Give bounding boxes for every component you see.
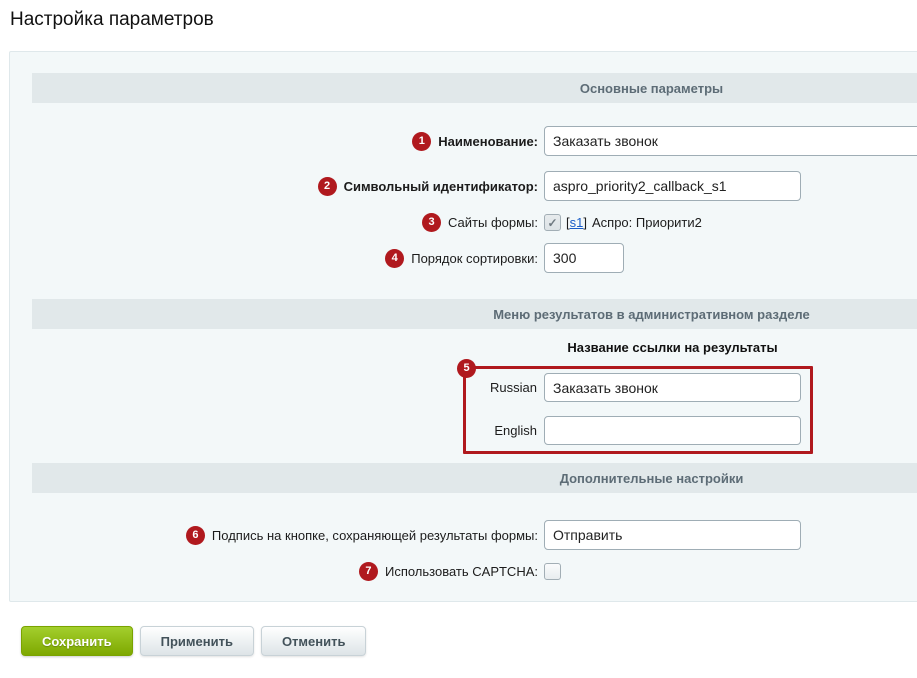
site-name-text: Аспро: Приорити2	[591, 215, 702, 230]
section-header-additional-label: Дополнительные настройки	[559, 470, 744, 486]
section-header-results-menu	[32, 299, 917, 329]
form-sites-label: Сайты формы:	[448, 215, 538, 230]
sort-order-input[interactable]	[544, 243, 624, 273]
save-button[interactable]: Сохранить	[21, 626, 133, 656]
marker-badge-3: 3	[422, 213, 441, 232]
marker-badge-5: 5	[457, 359, 476, 378]
english-label: English	[494, 423, 537, 438]
results-link-row-russian	[469, 373, 810, 402]
russian-link-name-input[interactable]	[544, 373, 801, 402]
field-row-button-caption	[32, 520, 917, 550]
marker-badge-6: 6	[186, 526, 205, 545]
name-input[interactable]	[544, 126, 917, 156]
section-header-main-label: Основные параметры	[579, 80, 724, 96]
marker-badge-4: 4	[385, 249, 404, 268]
captcha-checkbox[interactable]	[544, 563, 561, 580]
field-row-name	[32, 126, 917, 156]
section-header-results-menu-label: Меню результатов в административном разделе	[493, 306, 810, 322]
section-header-main	[32, 73, 917, 103]
results-link-highlight-group	[463, 362, 813, 454]
results-link-row-english	[469, 416, 810, 445]
button-caption-input[interactable]	[544, 520, 801, 550]
field-row-form-sites	[32, 213, 917, 232]
marker-badge-7: 7	[359, 562, 378, 581]
symbolic-id-label: Символьный идентификатор:	[343, 178, 538, 194]
checkmark-icon: ✓	[547, 215, 558, 230]
results-link-subheading: Название ссылки на результаты	[567, 340, 778, 355]
field-row-symbolic-id	[32, 171, 917, 201]
russian-label: Russian	[490, 380, 537, 395]
site-id-bracket-close: ]	[583, 215, 587, 230]
action-buttons	[21, 626, 917, 656]
marker-badge-2: 2	[318, 177, 337, 196]
page-title: Настройка параметров	[10, 9, 214, 30]
site-id-link[interactable]: s1	[569, 215, 584, 230]
section-header-additional	[32, 463, 917, 493]
captcha-label: Использовать CAPTCHA:	[384, 564, 538, 579]
symbolic-id-input[interactable]	[544, 171, 801, 201]
sort-order-label: Порядок сортировки:	[411, 250, 538, 266]
name-label: Наименование:	[438, 133, 538, 149]
field-row-captcha	[32, 562, 917, 581]
field-row-sort-order	[32, 243, 917, 273]
english-link-name-input[interactable]	[544, 416, 801, 445]
button-caption-label: Подпись на кнопке, сохраняющей результаты формы:	[211, 527, 538, 543]
marker-badge-1: 1	[412, 132, 431, 151]
settings-form-panel	[9, 51, 917, 602]
site-checkbox[interactable]	[544, 214, 561, 231]
cancel-button[interactable]: Отменить	[261, 626, 367, 656]
apply-button[interactable]: Применить	[140, 626, 254, 656]
site-id-bracket-open: [	[566, 215, 570, 230]
